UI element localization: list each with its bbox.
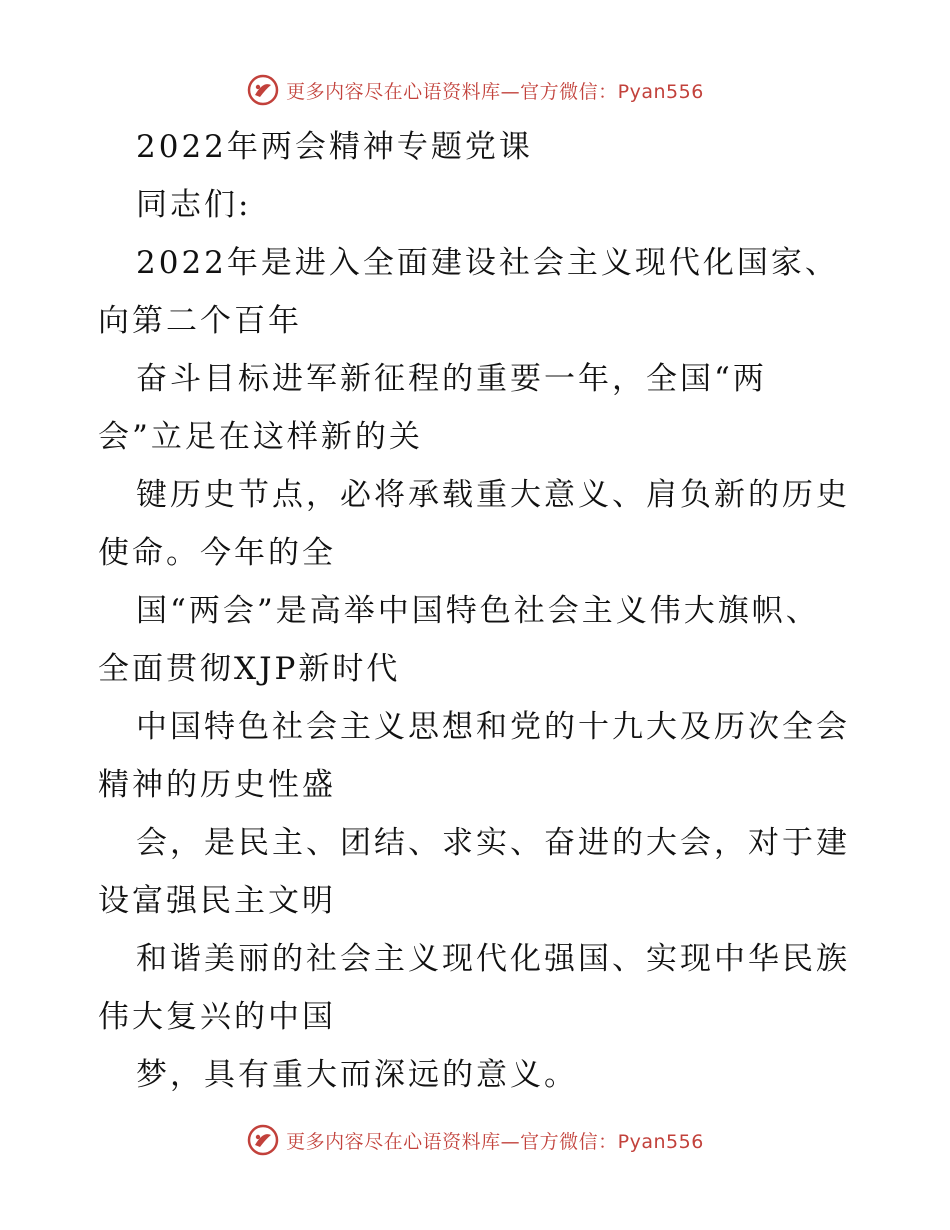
paragraph-line: 会”立足在这样新的关: [98, 419, 423, 455]
paragraph-line: 向第二个百年: [98, 303, 302, 339]
paragraph-line: 精神的历史性盛: [98, 767, 336, 803]
document-title: 2022年两会精神专题党课: [136, 129, 533, 165]
paragraph-line: 2022年是进入全面建设社会主义现代化国家、: [136, 245, 839, 281]
paragraph-line: 全面贯彻XJP新时代: [98, 651, 401, 687]
paragraph-line: 奋斗目标进军新征程的重要一年，全国“两: [136, 361, 767, 397]
footer-watermark: [0, 1120, 950, 1160]
paragraph-line: 键历史节点，必将承载重大意义、肩负新的历史: [136, 477, 850, 513]
salutation: 同志们:: [136, 187, 252, 223]
paragraph-line: 使命。今年的全: [98, 535, 336, 571]
watermark-text: 更多内容尽在心语资料库—官方微信：Pyan556: [286, 80, 704, 103]
header-watermark: [0, 70, 950, 110]
paragraph-line: 伟大复兴的中国: [98, 999, 336, 1035]
paragraph-line: 设富强民主文明: [98, 883, 336, 919]
watermark-text: 更多内容尽在心语资料库—官方微信：Pyan556: [286, 1130, 704, 1153]
paragraph-line: 国“两会”是高举中国特色社会主义伟大旗帜、: [136, 593, 820, 629]
watermark-logo-icon: [246, 1123, 280, 1157]
watermark-logo-icon: [246, 73, 280, 107]
paragraph-line: 和谐美丽的社会主义现代化强国、实现中华民族: [136, 941, 850, 977]
paragraph-line: 会，是民主、团结、求实、奋进的大会，对于建: [136, 825, 850, 861]
paragraph-line: 中国特色社会主义思想和党的十九大及历次全会: [136, 709, 850, 745]
document-body: [98, 118, 858, 1104]
paragraph-line: 梦，具有重大而深远的意义。: [136, 1057, 578, 1093]
